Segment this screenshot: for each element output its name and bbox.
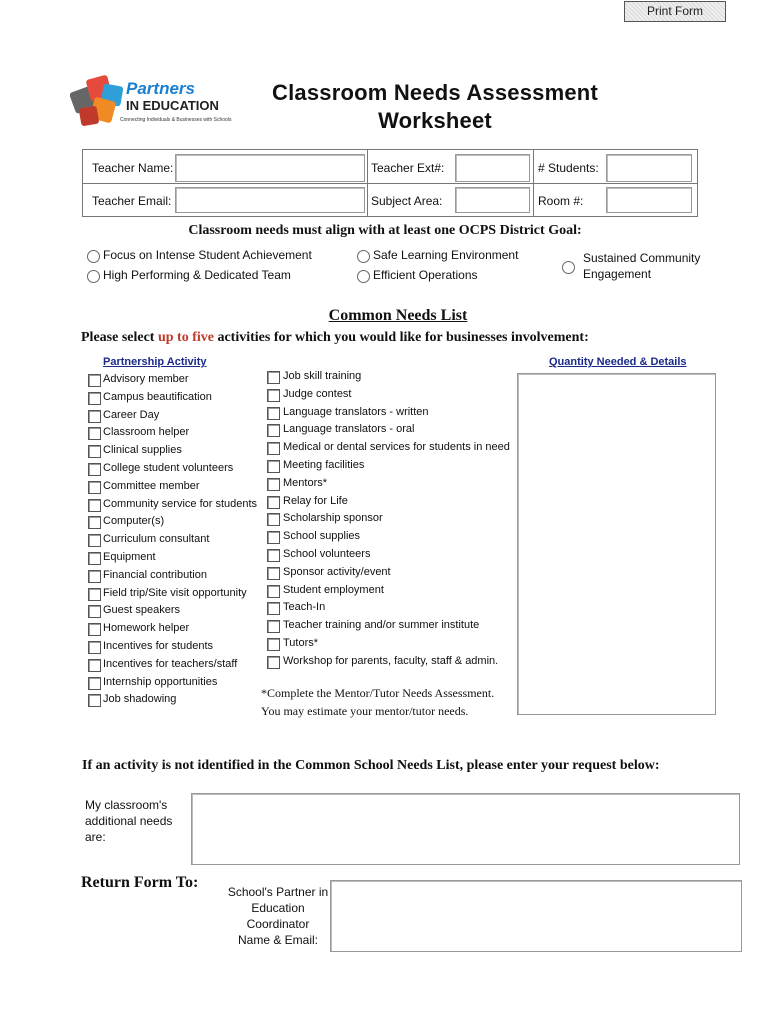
instruction-text: Please select xyxy=(81,330,158,345)
activity-checkbox[interactable] xyxy=(267,424,280,437)
students-input[interactable] xyxy=(606,154,692,182)
activity-checkbox[interactable] xyxy=(88,570,101,583)
return-coordinator-input[interactable] xyxy=(330,880,742,952)
activity-label: Judge contest xyxy=(283,387,352,400)
quantity-details-header: Quantity Needed & Details xyxy=(549,356,687,368)
activity-label: Teach-In xyxy=(283,601,326,614)
mentor-footnote-2: You may estimate your mentor/tutor needs. xyxy=(261,704,469,718)
activity-checkbox[interactable] xyxy=(267,638,280,651)
needs-instruction xyxy=(81,330,589,346)
activity-checkbox[interactable] xyxy=(88,392,101,405)
activity-checkbox[interactable] xyxy=(267,371,280,384)
activity-label: School supplies xyxy=(283,530,361,543)
return-coordinator-label xyxy=(226,884,330,948)
room-label: Room #: xyxy=(538,194,584,208)
label-line: Name & Email: xyxy=(237,933,319,947)
partnership-activity-header: Partnership Activity xyxy=(103,356,207,368)
quantity-details-input[interactable] xyxy=(517,373,716,715)
activity-checkbox[interactable] xyxy=(267,585,280,598)
activity-label: Equipment xyxy=(103,551,156,563)
district-goals-heading: Classroom needs must align with at least one OCPS District Goal: xyxy=(188,223,582,238)
common-needs-heading: Common Needs List xyxy=(328,307,468,324)
activity-label: Career Day xyxy=(103,408,160,421)
goal-radio-dedicated-team[interactable] xyxy=(87,270,100,283)
print-form-button[interactable]: Print Form xyxy=(624,1,726,22)
activity-label: College student volunteers xyxy=(103,462,234,474)
additional-needs-heading: If an activity is not identified in the Common School Needs List, please enter your request below: xyxy=(82,758,660,773)
activity-label: Classroom helper xyxy=(103,426,190,439)
page-title-line2: Worksheet xyxy=(378,108,492,133)
activity-label: Advisory member xyxy=(103,373,189,385)
activity-checkbox[interactable] xyxy=(267,389,280,402)
activity-label: Teacher training and/or summer institute xyxy=(283,619,480,632)
activity-checkbox[interactable] xyxy=(267,478,280,491)
activity-checkbox[interactable] xyxy=(267,531,280,544)
activity-checkbox[interactable] xyxy=(88,552,101,565)
activity-checkbox[interactable] xyxy=(267,407,280,420)
activity-checkbox[interactable] xyxy=(88,677,101,690)
activity-checkbox[interactable] xyxy=(267,549,280,562)
goal-label: Focus on Intense Student Achievement xyxy=(103,248,312,262)
goal-radio-student-achievement[interactable] xyxy=(87,250,100,263)
activity-checkbox[interactable] xyxy=(88,534,101,547)
activity-checkbox[interactable] xyxy=(267,656,280,669)
activity-checkbox[interactable] xyxy=(88,516,101,529)
activity-checkbox[interactable] xyxy=(88,605,101,618)
students-label: # Students: xyxy=(538,161,599,175)
activity-checkbox[interactable] xyxy=(267,442,280,455)
activity-checkbox[interactable] xyxy=(88,463,101,476)
goal-label: Sustained Community xyxy=(583,251,701,265)
activity-label: Campus beautification xyxy=(103,390,212,403)
activity-label: Homework helper xyxy=(103,622,190,635)
label-line: Education xyxy=(251,901,305,915)
activity-checkbox[interactable] xyxy=(267,460,280,473)
label-line: are: xyxy=(85,830,106,844)
activity-label: Tutors* xyxy=(283,637,319,649)
teacher-info-table xyxy=(82,149,698,217)
activity-checkbox[interactable] xyxy=(267,496,280,509)
mentor-footnote-1: *Complete the Mentor/Tutor Needs Assessment. xyxy=(261,686,495,700)
teacher-email-input[interactable] xyxy=(175,187,365,213)
activity-label: Incentives for teachers/staff xyxy=(103,657,238,670)
activity-label: Clinical supplies xyxy=(103,444,182,457)
logo-partners-text: Partners xyxy=(126,79,195,98)
logo-in-education-text: IN EDUCATION xyxy=(126,98,219,113)
activity-label: Computer(s) xyxy=(103,515,165,528)
goal-label: Efficient Operations xyxy=(373,268,478,282)
room-input[interactable] xyxy=(606,187,692,213)
activity-checkbox[interactable] xyxy=(88,445,101,458)
label-line: Coordinator xyxy=(246,917,310,931)
goal-label: High Performing & Dedicated Team xyxy=(103,268,291,282)
activity-label: Job skill training xyxy=(283,370,362,382)
activity-label: Meeting facilities xyxy=(283,459,365,471)
activity-label: Curriculum consultant xyxy=(103,533,210,546)
additional-needs-label xyxy=(85,797,172,845)
activity-label: Student employment xyxy=(283,583,384,596)
activity-label: Medical or dental services for students in need xyxy=(283,441,510,454)
subject-area-input[interactable] xyxy=(455,187,530,213)
activity-label: Language translators - written xyxy=(283,405,429,418)
activity-label: Community service for students xyxy=(103,497,258,510)
partners-in-education-logo xyxy=(70,75,240,135)
activity-label: Internship opportunities xyxy=(103,675,218,688)
activity-checkbox[interactable] xyxy=(88,659,101,672)
label-line: My classroom's xyxy=(85,798,168,812)
activity-checkbox[interactable] xyxy=(88,427,101,440)
activity-checkbox[interactable] xyxy=(88,481,101,494)
teacher-ext-input[interactable] xyxy=(455,154,530,182)
subject-area-label: Subject Area: xyxy=(371,194,443,208)
activity-checkbox[interactable] xyxy=(88,623,101,636)
activity-checkbox[interactable] xyxy=(267,513,280,526)
teacher-name-label: Teacher Name: xyxy=(92,161,174,175)
activity-label: Mentors* xyxy=(283,476,328,489)
logo-tagline: Connecting Individuals & Businesses with Schools xyxy=(120,117,232,123)
goal-radio-efficient-operations[interactable] xyxy=(357,270,370,283)
label-line: additional needs xyxy=(85,814,173,828)
goal-label: Engagement xyxy=(583,267,652,281)
activity-label: Committee member xyxy=(103,479,200,492)
page-title-line1: Classroom Needs Assessment xyxy=(272,80,598,105)
activity-label: Financial contribution xyxy=(103,568,207,581)
activity-label: Relay for Life xyxy=(283,494,348,507)
teacher-name-input[interactable] xyxy=(175,154,365,182)
teacher-email-label: Teacher Email: xyxy=(92,194,172,208)
activity-checkbox[interactable] xyxy=(88,588,101,601)
activity-label: School volunteers xyxy=(283,548,371,560)
additional-needs-input[interactable] xyxy=(191,793,740,865)
goal-radio-safe-learning[interactable] xyxy=(357,250,370,263)
activity-checkbox[interactable] xyxy=(88,499,101,512)
activity-checkbox[interactable] xyxy=(267,620,280,633)
activity-checkbox[interactable] xyxy=(88,374,101,387)
teacher-ext-label: Teacher Ext#: xyxy=(371,161,445,175)
activity-checkbox[interactable] xyxy=(267,567,280,580)
activity-label: Workshop for parents, faculty, staff & admin. xyxy=(283,654,499,667)
instruction-highlight: up to five xyxy=(157,330,214,345)
activity-checkbox[interactable] xyxy=(267,602,280,615)
activity-label: Incentives for students xyxy=(103,640,214,652)
return-form-heading: Return Form To: xyxy=(81,874,199,891)
instruction-text: activities for which you would like for businesses involvement: xyxy=(213,330,589,345)
activity-checkbox[interactable] xyxy=(88,641,101,654)
goal-radio-community-engagement[interactable] xyxy=(562,261,575,274)
activity-label: Language translators - oral xyxy=(283,423,415,436)
activity-label: Field trip/Site visit opportunity xyxy=(103,586,247,599)
activity-checkbox[interactable] xyxy=(88,694,101,707)
activity-label: Guest speakers xyxy=(103,604,181,617)
activity-label: Sponsor activity/event xyxy=(283,565,391,578)
activity-checkbox[interactable] xyxy=(88,410,101,423)
goal-label: Safe Learning Environment xyxy=(373,248,519,262)
label-line: School's Partner in xyxy=(227,885,329,899)
activity-label: Scholarship sponsor xyxy=(283,512,383,525)
activity-label: Job shadowing xyxy=(103,693,177,706)
